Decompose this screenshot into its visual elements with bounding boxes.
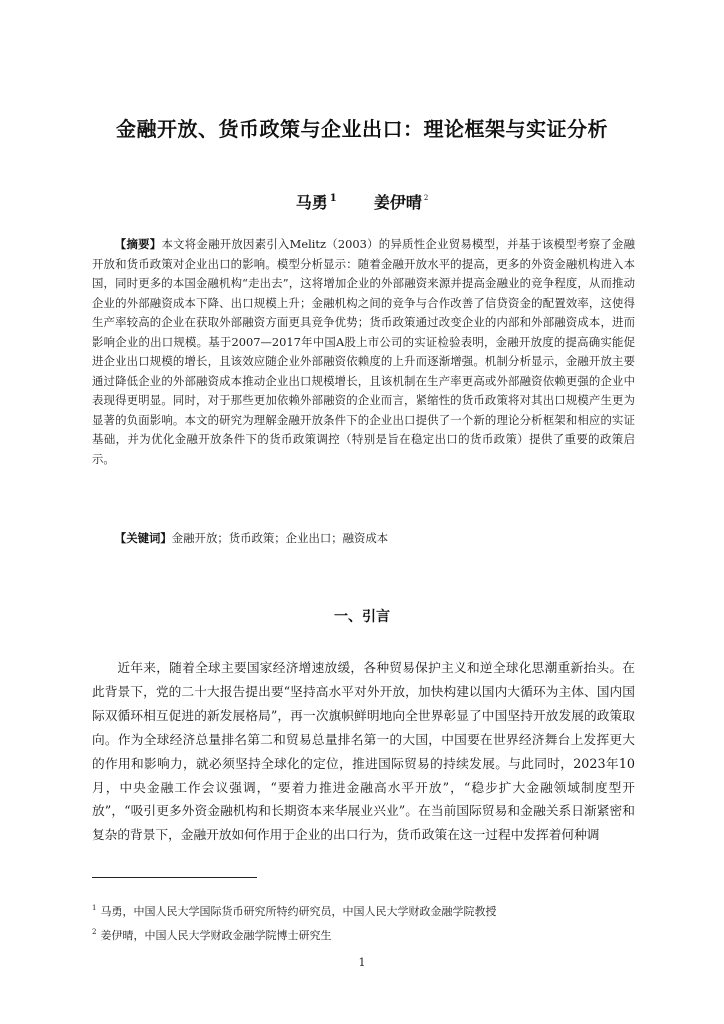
- footnote-1: [92, 898, 652, 922]
- author-1: [296, 190, 337, 213]
- footnote-divider: [92, 877, 257, 878]
- keywords-label: 【关键词】: [114, 531, 172, 545]
- footnote-2-text: 姜伊晴，中国人民大学财政金融学院博士研究生: [100, 929, 332, 942]
- keywords-text: 金融开放；货币政策；企业出口；融资成本: [171, 531, 389, 545]
- footnotes: [92, 898, 652, 946]
- author-line: [0, 190, 724, 213]
- footnote-2: [92, 922, 652, 946]
- author-1-name: 马勇: [295, 193, 328, 212]
- keywords: [92, 529, 635, 549]
- abstract-label: 【摘要】: [114, 237, 162, 251]
- author-2: [374, 190, 428, 213]
- section-heading-introduction: 一、引言: [334, 609, 390, 625]
- abstract-text: 本文将金融开放因素引入Melitz（2003）的异质性企业贸易模型，并基于该模型考察了金融开放和货币政策对企业出口的影响。模型分析显示：随着金融开放水平的提高，更多的外资金融机构进入本国，同时更多的本国金融机构“走出去”，这将增加企业的外部融资来源并提高金融业的竞争程度，从而推动企业的外部融资成本下降、出口规模上升；金融机构之间的竞争与合作改善了信贷资金的配置效率，这使得生产率较高的企业在获取外部融资方面更具竞争优势；货币政策通过改变企业的内部和外部融资成本，进而影响企业的出口规模。基于2007—2017年中国A股上市公司的实证检验表明，金融开放度的提高确实能促进企业出口规模的增长，且该效应随企业外部融资依赖度的上升而逐渐增强。机制分析显示，金融开放主要通过降低企业的外部融资成本推动企业出口规模增长，且该机制在生产率更高或外部融资依赖更强的企业中表现得更明显。同时，对于那些更加依赖外部融资的企业而言，紧缩性的货币政策将对其出口规模产生更为显著的负面影响。本文的研究为理解金融开放条件下的企业出口提供了一个新的理论分析框架和相应的实证基础，并为优化金融开放条件下的货币政策调控（特别是旨在稳定出口的货币政策）提供了重要的政策启示。: [92, 237, 635, 466]
- author-2-name: 姜伊晴: [373, 193, 422, 212]
- author-1-footnote-mark: 1: [329, 193, 337, 204]
- footnote-1-text: 马勇，中国人民大学国际货币研究所特约研究员，中国人民大学财政金融学院教授: [100, 905, 497, 918]
- footnote-1-mark: 1: [92, 904, 97, 912]
- abstract: [92, 235, 635, 469]
- paper-title: 金融开放、货币政策与企业出口：理论框架与实证分析: [116, 117, 608, 141]
- author-2-footnote-mark: 2: [423, 194, 429, 202]
- footnote-2-mark: 2: [92, 928, 97, 936]
- page-number: 1: [358, 956, 366, 969]
- introduction-paragraph: 近年来，随着全球主要国家经济增速放缓，各种贸易保护主义和逆全球化思潮重新抬头。在此背景下，党的二十大报告提出要“坚持高水平对外开放，加快构建以国内大循环为主体、国内国际双循环相互促进的新发展格局”，再一次旗帜鲜明地向全世界彰显了中国坚持开放发展的政策取向。作为全球经济总量排名第二和贸易总量排名第一的大国，中国要在世界经济舞台上发挥更大的作用和影响力，就必须坚持全球化的定位，推进国际贸易的持续发展。与此同时，2023年10月，中央金融工作会议强调，“要着力推进金融高水平开放”，“稳步扩大金融领域制度型开放”，“吸引更多外资金融机构和长期资本来华展业兴业”。在当前国际贸易和金融关系日渐紧密和复杂的背景下，金融开放如何作用于企业的出口行为，货币政策在这一过程中发挥着何种调: [92, 660, 635, 843]
